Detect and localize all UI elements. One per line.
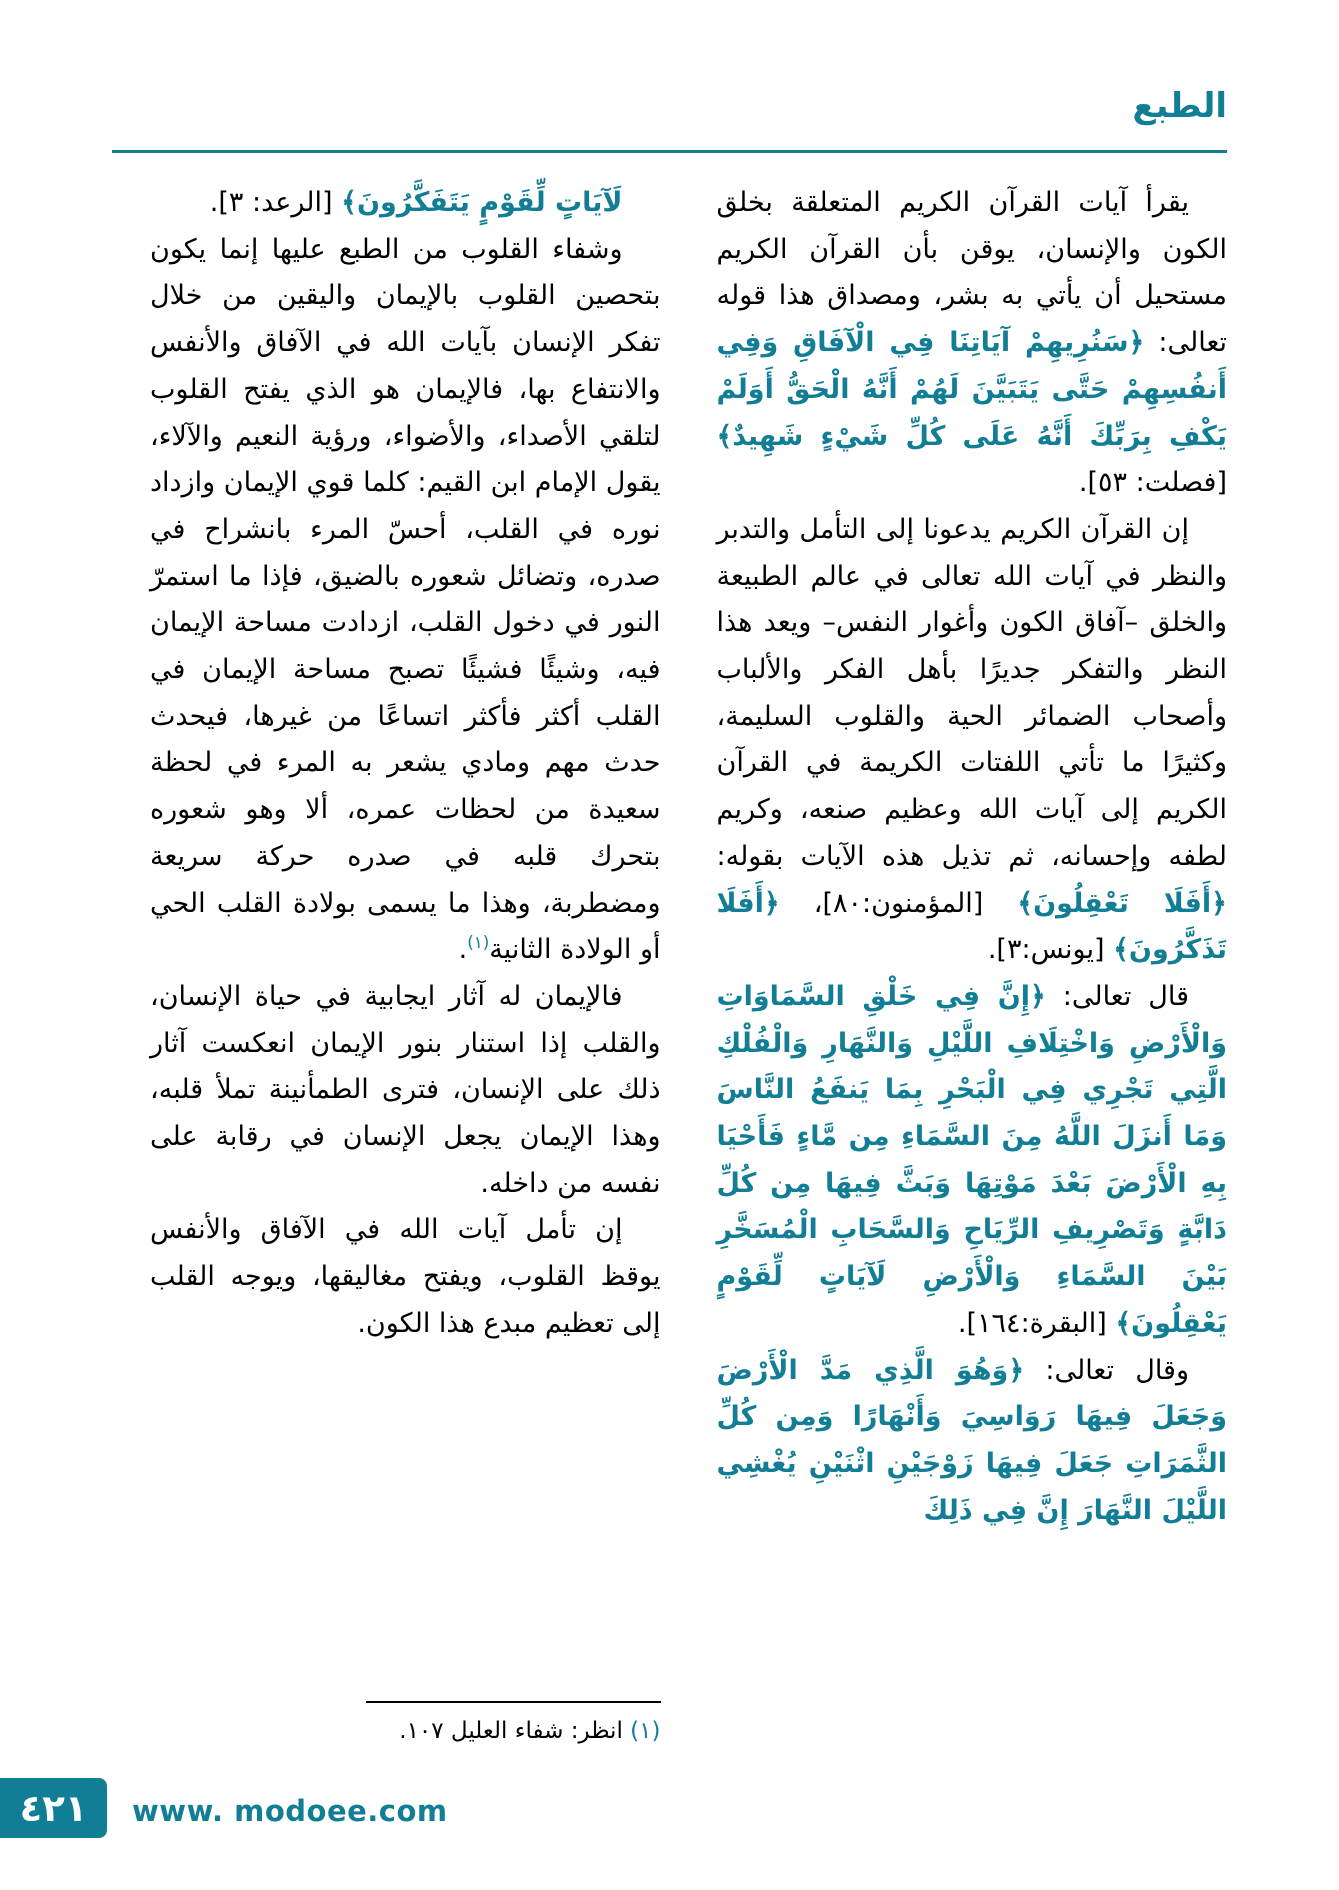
header-rule <box>112 150 1227 153</box>
footnote-reference-mark: (١) <box>467 932 490 953</box>
footnote-text: انظر: شفاء العليل ١٠٧. <box>399 1718 623 1745</box>
paragraph <box>150 1207 661 1347</box>
paragraph <box>150 974 661 1208</box>
verse-reference: [البقرة:١٦٤]. <box>957 1307 1116 1339</box>
quran-verse: لَآيَاتٍ لِّقَوْمٍ يَتَفَكَّرُونَ﴾ <box>341 187 623 218</box>
quran-verse: ﴿أَفَلَا تَعْقِلُونَ﴾ <box>1017 887 1227 919</box>
body-text: قال تعالى: <box>1045 980 1189 1012</box>
paragraph <box>717 507 1228 974</box>
page-number: ٤٢١ <box>19 1786 88 1830</box>
paragraph <box>717 1348 1228 1535</box>
footnote <box>150 1713 661 1750</box>
website-url: www. modoee.com <box>132 1794 448 1828</box>
quran-verse: ﴿أَفَلَا تَذَكَّرُونَ﴾ <box>716 887 1227 966</box>
body-text: فالإيمان له آثار ايجابية في حياة الإنسان، والقلب إذا استنار بنور الإيمان انعكست آثار ذلك على الإنسان، فترى الطمأنينة تملأ قلبه، وهذا الإيمان يجعل الإنسان في رقابة على نفسه من داخله. <box>150 980 661 1199</box>
column-right <box>717 180 1228 1750</box>
verse-reference: [الرعد: ٣]. <box>209 187 342 218</box>
paragraph <box>150 227 661 974</box>
paragraph <box>717 180 1228 507</box>
page-header-title: الطبع <box>1132 86 1227 126</box>
body-text: وقال تعالى: <box>1024 1354 1189 1386</box>
quran-verse: ﴿وَهُوَ الَّذِي مَدَّ الْأَرْضَ وَجَعَلَ فِيهَا رَوَاسِيَ وَأَنْهَارًا وَمِن كُلِّ الثَّمَرَاتِ جَعَلَ فِيهَا زَوْجَيْنِ اثْنَيْنِ يُغْشِي اللَّيْلَ النَّهَارَ إِنَّ فِي ذَلِكَ <box>716 1354 1227 1526</box>
quran-verse: ﴿سَنُرِيهِمْ آيَاتِنَا فِي الْآفَاقِ وَفِي أَنفُسِهِمْ حَتَّى يَتَبَيَّنَ لَهُمْ أَنَّهُ الْحَقُّ أَوَلَمْ يَكْفِ بِرَبِّكَ أَنَّهُ عَلَى كُلِّ شَيْءٍ شَهِيدٌ﴾ <box>716 327 1227 452</box>
body-text: وشفاء القلوب من الطبع عليها إنما يكون بتحصين القلوب بالإيمان واليقين من خلال تفكر الإنسان بآيات الله في الآفاق والأنفس والانتفاع بها، فالإيمان هو الذي يفتح القلوب لتلقي الأصداء، والأضواء، ورؤية النعيم والآلاء، يقول الإمام ابن القيم: كلما قوي الإيمان وازداد نوره في القلب، أحسّ المرء بانشراح في صدره، وتضائل شعوره بالضيق، فإذا ما استمرّ النور في دخول القلب، ازدادت مساحة الإيمان فيه، وشيئًا فشيئًا تصبح مساحة الإيمان في القلب أكثر فأكثر اتساعًا من غيرها، فيحدث حدث مهم ومادي يشعر به المرء في لحظة سعيدة من لحظات عمره، ألا وهو شعوره بتحرك قلبه في صدره حركة سريعة ومضطربة، وهذا ما يسمى بولادة القلب الحي أو الولادة الثانية <box>150 233 661 966</box>
page-content <box>150 180 1227 1750</box>
footnote-separator <box>366 1701 661 1703</box>
body-text: . <box>458 934 468 966</box>
verse-reference: [يونس:٣]. <box>987 934 1114 966</box>
verse-reference: [المؤمنون:٨٠]، <box>779 887 1018 919</box>
column-left <box>150 180 661 1750</box>
verse-reference: [فصلت: ٥٣]. <box>1078 467 1227 499</box>
paragraph <box>150 180 661 227</box>
body-text: إن القرآن الكريم يدعونا إلى التأمل والتدبر والنظر في آيات الله تعالى في عالم الطبيعة والخلق –آفاق الكون وأغوار النفس– ويعد هذا النظر والتفكر جديرًا بأهل الفكر والألباب وأصحاب الضمائر الحية والقلوب السليمة، وكثيرًا ما تأتي اللفتات الكريمة في القرآن الكريم إلى آيات الله وعظيم صنعه، وكريم لطفه وإحسانه، ثم تذيل هذه الآيات بقوله: <box>716 513 1227 872</box>
paragraph <box>717 974 1228 1348</box>
body-text: إن تأمل آيات الله في الآفاق والأنفس يوقظ القلوب، ويفتح مغاليقها، ويوجه القلب إلى تعظيم مبدع هذا الكون. <box>150 1214 661 1339</box>
quran-verse: ﴿إِنَّ فِي خَلْقِ السَّمَاوَاتِ وَالْأَرْضِ وَاخْتِلَافِ اللَّيْلِ وَالنَّهَارِ وَالْفُلْكِ الَّتِي تَجْرِي فِي الْبَحْرِ بِمَا يَنفَعُ النَّاسَ وَمَا أَنزَلَ اللَّهُ مِنَ السَّمَاءِ مِن مَّاءٍ فَأَحْيَا بِهِ الْأَرْضَ بَعْدَ مَوْتِهَا وَبَثَّ فِيهَا مِن كُلِّ دَابَّةٍ وَتَصْرِيفِ الرِّيَاحِ وَالسَّحَابِ الْمُسَخَّرِ بَيْنَ السَّمَاءِ وَالْأَرْضِ لَآيَاتٍ لِّقَوْمٍ يَعْقِلُونَ﴾ <box>716 980 1227 1339</box>
body-text: يقرأ آيات القرآن الكريم المتعلقة بخلق الكون والإنسان، يوقن بأن القرآن الكريم مستحيل أن يأتي به بشر، ومصداق هذا قوله تعالى: <box>716 187 1227 359</box>
footnote-block <box>150 1687 661 1750</box>
footnote-marker: (١) <box>622 1718 661 1745</box>
page-number-badge <box>0 1778 107 1838</box>
